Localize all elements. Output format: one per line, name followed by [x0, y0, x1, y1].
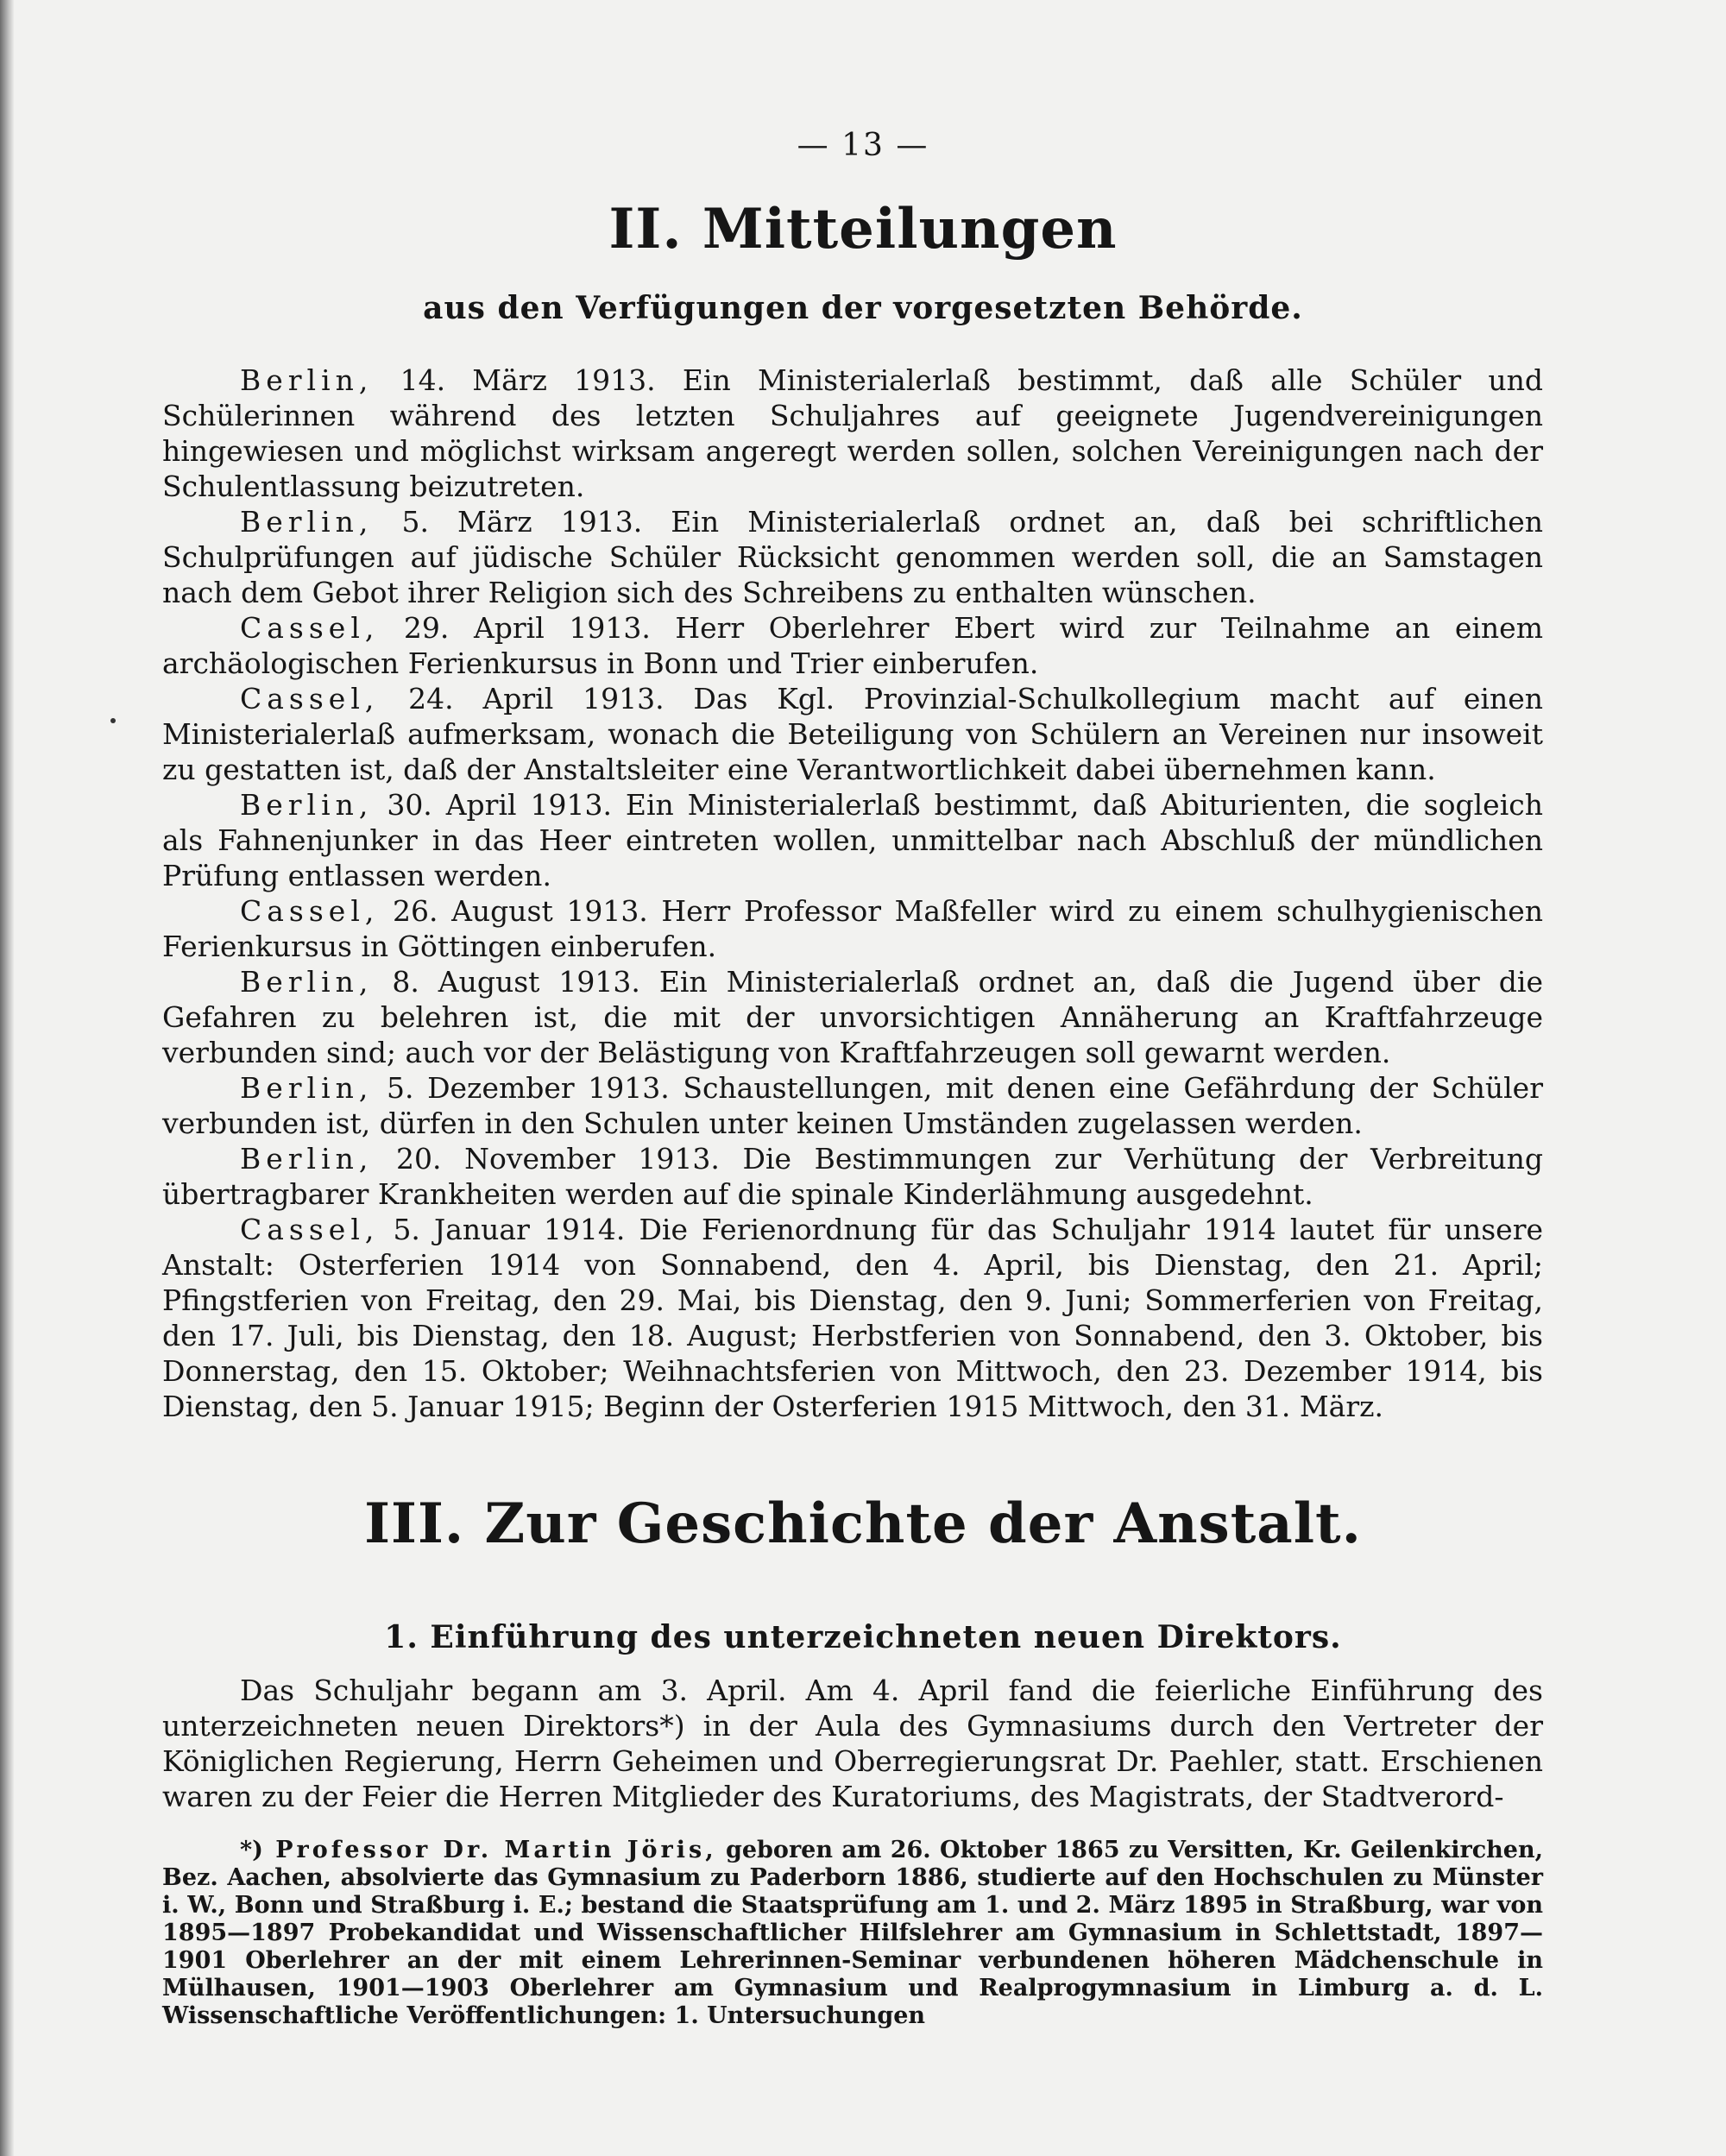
decree-text: 5. März 1913. Ein Ministerialerlaß ordnet an, daß bei schriftlichen Schulprüfungen auf jüdische Schüler Rücksicht genommen werden soll, die an Samstagen nach dem Gebot ihrer Religion sich des Schreibens zu enthalten wünschen. — [162, 505, 1543, 609]
decree-place: Berlin, — [240, 1071, 374, 1105]
section-iii-body — [162, 1673, 1543, 1814]
decree-place: Berlin, — [240, 363, 374, 397]
decree-text: 5. Dezember 1913. Schaustellungen, mit denen eine Gefährdung der Schüler verbunden ist, dürfen in den Schulen unter keinen Umständen zugelassen werden. — [162, 1071, 1543, 1140]
decree-place: Berlin, — [240, 505, 374, 539]
decree-place: Berlin, — [240, 1142, 374, 1176]
decree-text: 8. August 1913. Ein Ministerialerlaß ordnet an, daß die Jugend über die Gefahren zu belehren ist, die mit der unvorsichtigen Annäherung an Kraftfahrzeuge verbunden sind; auch vor der Belästigung von Kraftfahrzeugen soll gewarnt werden. — [162, 965, 1543, 1069]
director-biography-footnote — [162, 1837, 1543, 2030]
director-introduction-paragraph: Das Schuljahr begann am 3. April. Am 4. April fand die feierliche Einführung des unterzeichneten neuen Direktors*) in der Aula des Gymnasiums durch den Vertreter der Königlichen Regierung, Herrn Geheimen und Oberregierungsrat Dr. Paehler, statt. Erschienen waren zu der Feier die Herren Mitglieder des Kuratoriums, des Magistrats, der Stadtverord- — [162, 1674, 1543, 1813]
decree-place: Cassel, — [240, 894, 380, 928]
decree-entry-3 — [162, 610, 1543, 681]
decree-entry-6 — [162, 893, 1543, 964]
decree-place: Cassel, — [240, 1213, 380, 1246]
decree-text: 5. Januar 1914. Die Ferienordnung für das Schuljahr 1914 lautet für unsere Anstalt: Osterferien 1914 von Sonnabend, den 4. April, bis Dienstag, den 21. April; Pfingstferien von Freitag, den 29. Mai, bis Dienstag, den 9. Juni; Sommerferien von Freitag, den 17. Juli, bis Dienstag, den 18. August; Herbstferien von Sonnabend, den 3. Oktober, bis Donnerstag, den 15. Oktober; Weihnachtsferien von Mittwoch, den 23. Dezember 1914, bis Dienstag, den 5. Januar 1915; Beginn der Osterferien 1915 Mittwoch, den 31. März. — [162, 1213, 1543, 1423]
decree-text: 20. November 1913. Die Bestimmungen zur Verhütung der Verbreitung übertragbarer Krankheiten werden auf die spinale Kinderlähmung ausgedehnt. — [162, 1142, 1543, 1211]
decree-entry-5 — [162, 787, 1543, 893]
page-number: — 13 — — [797, 128, 929, 163]
section-iii-title: III. Zur Geschichte der Anstalt. — [364, 1491, 1362, 1556]
decree-place: Berlin, — [240, 965, 374, 999]
decree-entry-10 — [162, 1212, 1543, 1424]
footnote-marker: *) — [240, 1837, 263, 1863]
decree-entry-7 — [162, 964, 1543, 1070]
decree-text: 29. April 1913. Herr Oberlehrer Ebert wird zur Teilnahme an einem archäologischen Ferienkursus in Bonn und Trier einberufen. — [162, 611, 1543, 680]
section-ii-entries — [162, 362, 1543, 1424]
section-ii-title: II. Mitteilungen — [608, 197, 1118, 262]
section-ii-subtitle: aus den Verfügungen der vorgesetzten Behörde. — [423, 290, 1303, 326]
footnote-block — [162, 1837, 1543, 2030]
decree-place: Berlin, — [240, 788, 374, 822]
section-iii-subtitle: 1. Einführung des unterzeichneten neuen Direktors. — [384, 1619, 1342, 1655]
stray-ink-mark — [110, 718, 116, 723]
decree-text: 24. April 1913. Das Kgl. Provinzial-Schulkollegium macht auf einen Ministerialerlaß aufmerksam, wonach die Beteiligung von Schülern an Vereinen nur insoweit zu gestatten ist, daß der Anstaltsleiter eine Verantwortlichkeit dabei übernehmen kann. — [162, 682, 1543, 786]
decree-text: 30. April 1913. Ein Ministerialerlaß bestimmt, daß Abiturienten, die sogleich als Fahnenjunker in das Heer eintreten wollen, unmittelbar nach Abschluß der mündlichen Prüfung entlassen werden. — [162, 788, 1543, 892]
decree-entry-1 — [162, 362, 1543, 504]
footnote-text: geboren am 26. Oktober 1865 zu Versitten, Kr. Geilenkirchen, Bez. Aachen, absolvierte das Gymnasium zu Paderborn 1886, studierte auf den Hochschulen zu Münster i. W., Bonn und Straßburg i. E.; bestand die Staatsprüfung am 1. und 2. März 1895 in Straßburg, war von 1895—1897 Probekandidat und Wissenschaftlicher Hilfslehrer am Gymnasium in Schlettstadt, 1897—1901 Oberlehrer an der mit einem Lehrerinnen-Seminar verbundenen höheren Mädchenschule in Mülhausen, 1901—1903 Oberlehrer am Gymnasium und Realprogymnasium in Limburg a. d. L. Wissenschaftliche Veröffentlichungen: 1. Untersuchungen — [162, 1837, 1543, 2029]
decree-text: 26. August 1913. Herr Professor Maßfeller wird zu einem schulhygienischen Ferienkursus in Göttingen einberufen. — [162, 894, 1543, 963]
decree-entry-4 — [162, 681, 1543, 787]
decree-place: Cassel, — [240, 682, 380, 716]
decree-place: Cassel, — [240, 611, 380, 645]
decree-entry-8 — [162, 1070, 1543, 1141]
decree-text: 14. März 1913. Ein Ministerialerlaß bestimmt, daß alle Schüler und Schülerinnen während des letzten Schuljahres auf geeignete Jugendvereinigungen hingewiesen und möglichst wirksam angeregt werden sollen, solchen Vereinigungen nach der Schulentlassung beizutreten. — [162, 363, 1543, 503]
footnote-person-name: Professor Dr. Martin Jöris, — [262, 1837, 717, 1863]
decree-entry-2 — [162, 504, 1543, 610]
decree-entry-9 — [162, 1141, 1543, 1212]
